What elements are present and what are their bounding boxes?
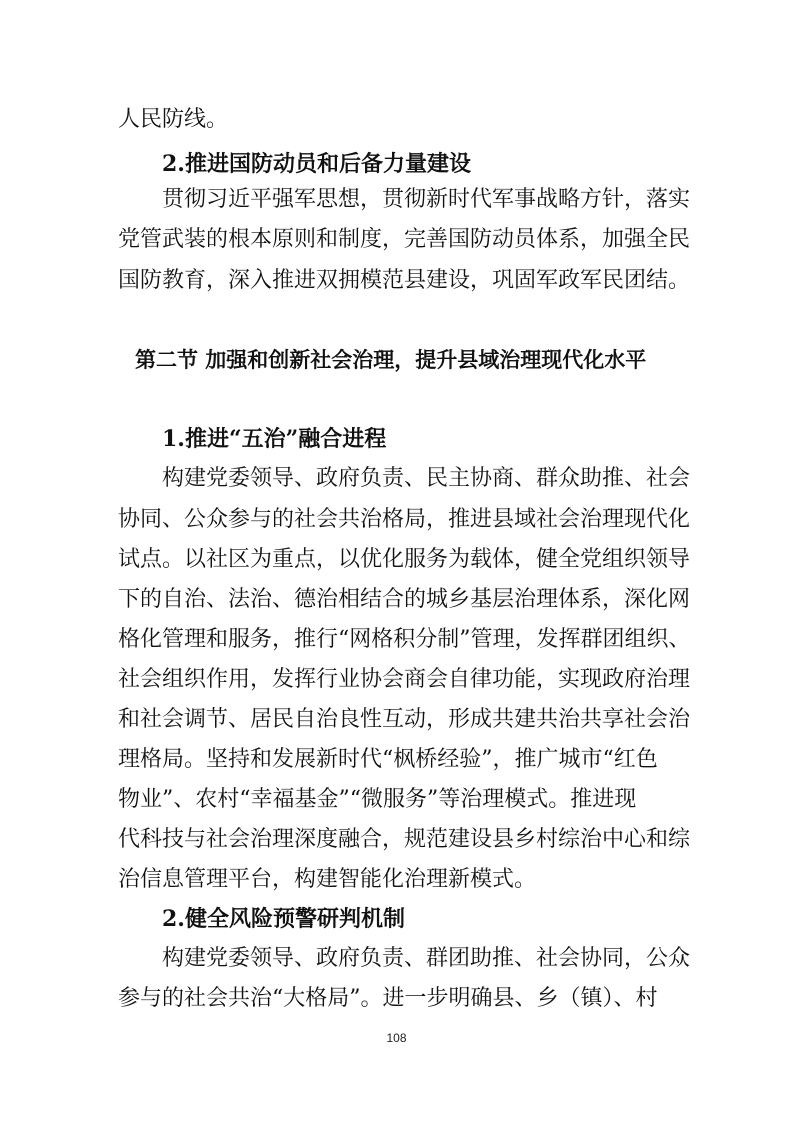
paragraph-line: 理格局。坚持和发展新时代“枫桥经验”，推广城市“红色: [118, 747, 658, 772]
subheading: 2.健全风险预警研判机制: [162, 906, 405, 932]
paragraph-line: 物业”、农村“幸福基金”“微服务”等治理模式。推进现: [118, 787, 637, 812]
paragraph-line: 构建党委领导、政府负责、民主协商、群众助推、社会: [162, 466, 691, 491]
paragraph-line: 社会组织作用，发挥行业协会商会自律功能，实现政府治理: [118, 667, 691, 692]
paragraph-line: 格化管理和服务，推行“网格积分制”管理，发挥群团组织、: [118, 627, 691, 652]
subheading: 2.推进国防动员和后备力量建设: [162, 151, 471, 177]
paragraph-line: 贯彻习近平强军思想，贯彻新时代军事战略方针，落实: [162, 187, 691, 212]
paragraph-line: 协同、公众参与的社会共治格局，推进县域社会治理现代化: [118, 507, 691, 532]
paragraph-line: 人民防线。: [118, 107, 229, 132]
paragraph-line: 党管武装的根本原则和制度，完善国防动员体系，加强全民: [118, 227, 691, 252]
paragraph-line: 下的自治、法治、德治相结合的城乡基层治理体系，深化网: [118, 587, 691, 612]
paragraph-line: 和社会调节、居民自治良性互动，形成共建共治共享社会治: [118, 707, 691, 732]
page-number: 108: [386, 1031, 407, 1045]
paragraph-line: 代科技与社会治理深度融合，规范建设县乡村综治中心和综: [118, 827, 691, 852]
section-title: 第二节 加强和创新社会治理，提升县域治理现代化水平: [135, 347, 647, 372]
paragraph-line: 构建党委领导、政府负责、群团助推、社会协同，公众: [162, 946, 691, 971]
paragraph-line: 试点。以社区为重点，以优化服务为载体，健全党组织领导: [118, 547, 691, 572]
paragraph-line: 治信息管理平台，构建智能化治理新模式。: [118, 867, 537, 892]
paragraph-line: 国防教育，深入推进双拥模范县建设，巩固军政军民团结。: [118, 268, 691, 293]
subheading: 1.推进“五治”融合进程: [162, 426, 387, 452]
paragraph-line: 参与的社会共治“大格局”。进一步明确县、乡（镇）、村: [118, 986, 658, 1011]
